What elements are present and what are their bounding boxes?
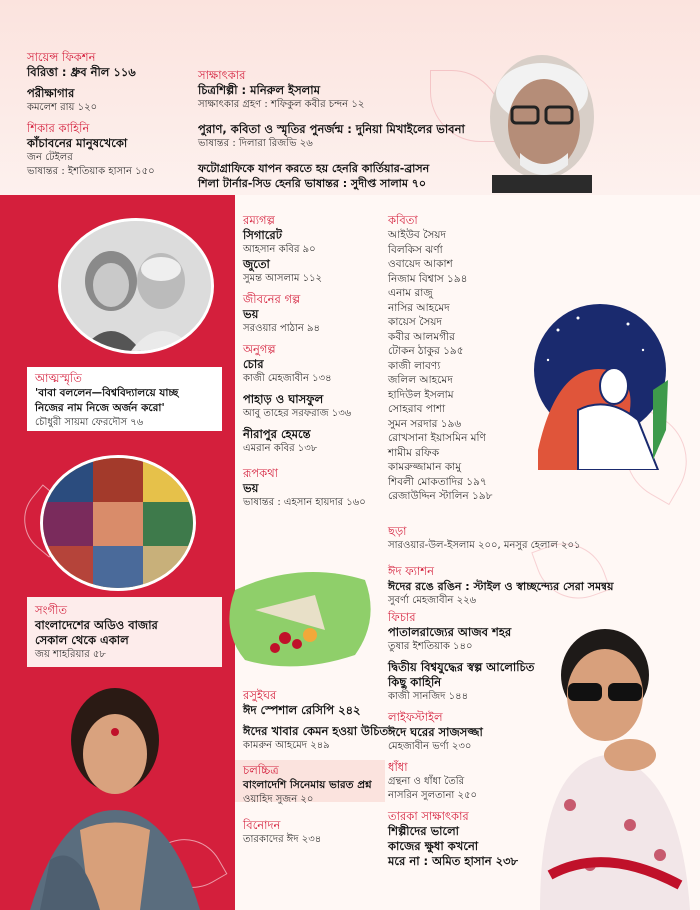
film-panel (235, 760, 385, 805)
poet-name: নিজাম বিশ্বাস ১৯৪ (388, 272, 468, 285)
eid-fashion-section (388, 564, 613, 608)
lifestyle-heading: লাইফস্টাইল (388, 710, 443, 724)
middle-column (243, 213, 366, 510)
rhyme-author: সারওয়ার-উল-ইসলাম ২০০, মনসুর হেলাল ২০১ (388, 540, 581, 551)
interview-item3-title[interactable]: ফটোগ্রাফিকে যাপন করতে হয় হেনরি কার্তিয়ার-ব্রাসন (198, 162, 430, 175)
eid-fashion-title[interactable]: ঈদের রঙে রঙিন : স্টাইল ও স্বাচ্ছন্দ্যের সেরা সমন্বয় (388, 580, 614, 593)
life-story-heading: জীবনের গল্প (243, 292, 301, 306)
feature-item-title2[interactable]: কিছু কাহিনি (388, 675, 442, 689)
memoir-heading: আত্মস্মৃতি (35, 371, 82, 385)
life-story-author: সরওয়ার পাঠান ৯৪ (243, 323, 320, 334)
science-fiction-heading: সায়েন্স ফিকশন (27, 50, 96, 64)
painter-portrait (470, 35, 610, 193)
memoir-title-line1[interactable]: 'বাবা বললেন—বিশ্ববিদ্যালয়ে যাচ্ছ (35, 387, 179, 399)
food-plate-photo (215, 560, 385, 675)
fairy-tale-heading: রূপকথা (243, 466, 279, 480)
poet-name: রেজাউদ্দিন স্টালিন ১৯৮ (388, 490, 493, 502)
lab-author: কমলেশ রায় ১২০ (27, 102, 98, 113)
interview-credit: সাক্ষাৎকার গ্রহণ : শফিকুল কবীর চন্দন ১২ (198, 99, 365, 110)
translated-story-author: এমরান কবির ১৩৮ (243, 443, 318, 454)
fiction-item-author: সুমন্ত আসলাম ১১২ (243, 273, 323, 284)
poet-name: কায়েস সৈয়দ (388, 316, 442, 328)
entertainment-heading: বিনোদন (243, 818, 281, 832)
rhyme-heading: ছড়া (388, 524, 407, 538)
cooking-author: কামরুন আহমেদ ২৪৯ (243, 740, 330, 751)
poet-name: আইউব সৈয়দ (388, 229, 446, 241)
poet-name: কাজী লাবণ্য (388, 359, 441, 372)
fairy-tale-title[interactable]: ভয় (243, 481, 259, 495)
fiction-heading: রম্যগল্প (243, 213, 275, 227)
hunting-title[interactable]: কাঁচাবনের মানুষখেকো (27, 136, 128, 150)
puzzle-title: গ্রন্থনা ও ধাঁধা তৈরি (388, 776, 465, 787)
interview-title[interactable]: চিত্রশিল্পী : মনিরুল ইসলাম (198, 83, 320, 97)
poet-name: বিলকিস ঝর্ণা (388, 243, 443, 256)
poet-name: শামীম রফিক (388, 446, 440, 459)
science-fiction-title[interactable]: বিরিত্তা : ধ্রুব নীল ১১৬ (27, 65, 136, 79)
cooking-heading: রসুইঘর (243, 688, 277, 702)
lifestyle-title[interactable]: ঈদে ঘরের সাজসজ্জা (388, 725, 483, 739)
star-interview-author: মরে না : অমিত হাসান ২৩৮ (388, 854, 519, 868)
eid-fashion-author: সুবর্ণা মেহজাবীন ২২৬ (388, 595, 477, 606)
cooking-title2[interactable]: ঈদের খাবার কেমন হওয়া উচিত (243, 724, 389, 738)
music-author: জয় শাহরিয়ার ৫৮ (35, 649, 106, 660)
lifestyle-author: মেহজাবীন ভর্ণা ২৩০ (388, 741, 472, 752)
feature-heading: ফিচার (388, 610, 416, 624)
translated-story-author: আবু তাহের সরফরাজ ১৩৬ (243, 408, 352, 419)
fiction-item-author: আহসান কবির ৯০ (243, 244, 316, 255)
translated-story-title[interactable]: পাহাড় ও ঘাসফুল (243, 392, 324, 406)
audio-cd-collage (40, 455, 196, 591)
poet-name: ওবায়েদ আকাশ (388, 258, 453, 270)
interview-section (198, 68, 465, 191)
poet-name: এনাম রাজু (388, 287, 433, 299)
feature-item-author: তুষার ইশতিয়াক ১৪০ (388, 641, 473, 652)
memoir-author: চৌধুরী সায়মা ফেরদৌস ৭৬ (35, 417, 144, 428)
fiction-item-title[interactable]: সিগারেট (243, 228, 282, 242)
poet-name: কামরুজ্জামান কামু (388, 461, 462, 473)
star-interview-title2[interactable]: কাজের ক্ষুধা কখনো (388, 839, 479, 853)
poet-name: রোখসানা ইয়াসমিন মণি (388, 432, 486, 444)
science-fiction-section (27, 50, 155, 179)
hunting-translator: ভাষান্তর : ইশতিয়াক হাসান ১৫০ (27, 166, 155, 177)
lab-title[interactable]: পরীক্ষাগার (27, 86, 75, 100)
translated-story-author: কাজী মেহজাবীন ১৩৪ (243, 373, 332, 384)
poet-name: হাদিউল ইসলাম (388, 388, 454, 401)
rhyme-section (388, 524, 580, 553)
moon-woman-illustration (518, 300, 678, 470)
hunting-author: জন টেইলর (27, 152, 73, 163)
cooking-section (243, 688, 388, 753)
feature-item-title[interactable]: পাতালরাজ্যের আজব শহর (388, 625, 512, 639)
life-story-title[interactable]: ভয় (243, 307, 259, 321)
interview-heading: সাক্ষাৎকার (198, 68, 246, 82)
poetry-section (388, 213, 492, 504)
translated-story-title[interactable]: নীরাপুর হেমন্তে (243, 427, 311, 441)
star-interview-heading: তারকা সাক্ষাৎকার (388, 809, 469, 823)
poet-name: কবীর আলমগীর (388, 330, 455, 343)
couple-photo (58, 218, 214, 354)
puzzle-heading: ধাঁধা (388, 760, 408, 774)
woman-portrait (20, 680, 210, 910)
interview-item2-title[interactable]: পুরাণ, কবিতা ও স্মৃতির পুনর্জন্ম : দুনিয়া মিখাইলের ভাবনা (198, 122, 465, 136)
fiction-item-title[interactable]: জুতো (243, 257, 270, 271)
film-title[interactable]: বাংলাদেশি সিনেমায় ভারত প্রশ্ন (243, 779, 372, 791)
entertainment-author: তারকাদের ঈদ ২৩৪ (243, 834, 322, 845)
actor-portrait (510, 615, 700, 910)
poet-name: শিবলী মোকতাদির ১৯৭ (388, 475, 487, 488)
poetry-list (388, 228, 492, 504)
eid-fashion-heading: ঈদ ফ্যাশন (388, 564, 434, 578)
music-title-line2[interactable]: সেকাল থেকে একাল (35, 633, 129, 647)
poet-name: টোকন ঠাকুর ১৯৫ (388, 345, 464, 357)
star-interview-title[interactable]: শিল্পীদের ভালো (388, 824, 460, 838)
memoir-panel (27, 367, 222, 431)
feature-item-title[interactable]: দ্বিতীয় বিশ্বযুদ্ধের স্বল্প আলোচিত (388, 660, 535, 674)
interview-item3-credit: শিলা টার্নার-সিড হেনরি ভাষান্তর : সুদীপ্ত সালাম ৭০ (198, 177, 427, 190)
interview-item2-credit: ভাষান্তর : দিলারা রিজভি ২৬ (198, 138, 313, 149)
poet-name: জলিল আহমেদ (388, 374, 453, 386)
entertainment-section (243, 818, 321, 847)
poet-name: নাসির আহমেদ (388, 301, 450, 314)
puzzle-author: নাসরিন সুলতানা ২৫০ (388, 790, 477, 801)
music-title-line1[interactable]: বাংলাদেশের অডিও বাজার (35, 618, 158, 632)
cooking-title[interactable]: ঈদ স্পেশাল রেসিপি ২৪২ (243, 703, 361, 717)
translated-story-title[interactable]: চোর (243, 357, 264, 371)
poet-name: সোহরাব পাশা (388, 403, 446, 415)
music-heading: সংগীত (35, 603, 68, 617)
fairy-tale-author: ভাষান্তর : এহসান হায়দার ১৬০ (243, 497, 366, 508)
music-panel (27, 597, 222, 667)
film-author: ওয়াহিদ সুজন ২০ (243, 794, 314, 805)
film-heading: চলচ্চিত্র (243, 763, 279, 777)
feature-item-author: কাজী সানজিদ ১৪৪ (388, 691, 469, 702)
poet-name: সুমন সরদার ১৯৬ (388, 417, 462, 430)
translated-story-heading: অনুগল্প (243, 342, 276, 356)
hunting-heading: শিকার কাহিনি (27, 121, 90, 135)
memoir-title-line2[interactable]: নিজের নাম নিজে অর্জন করো' (35, 402, 165, 414)
poetry-heading: কবিতা (388, 213, 418, 227)
